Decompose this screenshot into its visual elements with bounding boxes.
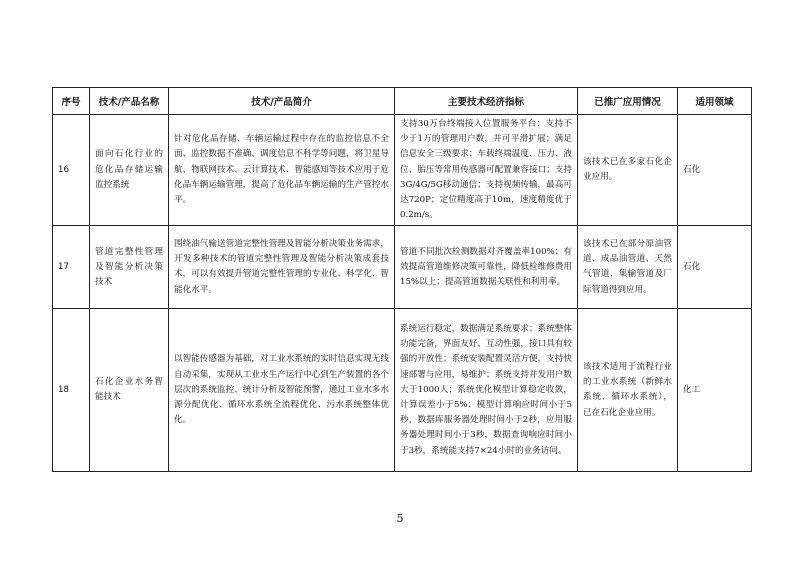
table-header-row [53,88,752,115]
technical-indicators: 管道不同批次检测数据对齐覆盖率100%；有效提高管道维修决策可靠性，降低检维修费用15%以上；提高管道数据关联性和利用率。 [395,226,578,309]
table-row [53,115,752,226]
row-number: 16 [53,115,90,226]
application-field: 石化 [678,226,752,309]
technology-name: 面向石化行业的危化品存储运输监控系统 [90,115,169,226]
technology-intro: 围绕油气输送管道完整性管理及智能分析决策业务需求，开发多种技术的管道完整性管理及智能分析决策成套技术，可以有效提升管道完整性管理的专业化、科学化、智能化水平。 [169,226,395,309]
header-name: 技术/产品名称 [90,88,169,115]
row-number: 17 [53,226,90,309]
promotion-status: 该技术适用于流程行业的工业水系统（新鲜水系统、循环水系统），已在石化企业应用。 [578,309,678,472]
row-number: 18 [53,309,90,472]
promotion-status: 该技术已在部分原油管道、成品油管道、天然气管道、集输管道及厂际管道得到应用。 [578,226,678,309]
technical-indicators: 系统运行稳定，数据满足系统要求；系统整体功能完备，界面友好、互动性强，接口具有较强的开放性；系统安装配置灵活方便，支持快速部署与应用，易维护；系统支持并发用户数大于1000人；系统优化模型计算稳定收敛，计算误差小于5%；模型计算响应时间小于5秒，数据库服务器处理时间小于2秒，应用服务器处理时间小于3秒，数据查询响应时间小于3秒，系统能支持7×24小时的业务访问。 [395,309,578,472]
table-row [53,226,752,309]
header-field: 适用领域 [678,88,752,115]
promotion-status: 该技术已在多家石化企业应用。 [578,115,678,226]
header-promotion: 已推广应用情况 [578,88,678,115]
page-number: 5 [396,512,404,525]
technical-indicators: 支持30万台终端接入位置服务平台；支持不少于1万的管理用户数，并可平滑扩展；满足信息安全三级要求；车载终端温度、压力、液位、胎压等常用传感器可配置兼容接口；支持3G/4G/5G移动通信；支持视频传输，最高可达720P；定位精度高于10m，速度精度优于0.2m/s。 [395,115,578,226]
table-row [53,309,752,472]
application-field: 石化 [678,115,752,226]
technology-table [52,87,752,472]
application-field: 化工 [678,309,752,472]
technology-name: 管道完整性管理及智能分析决策技术 [90,226,169,309]
header-indicators: 主要技术经济指标 [395,88,578,115]
technology-name: 石化企业水务智能技术 [90,309,169,472]
technology-intro: 针对危化品存储、车辆运输过程中存在的监控信息不全面、监控数据不准确、调度信息不科学等问题，将卫星导航、物联网技术、云计算技术、智能感知等技术应用于危化品车辆运输管理，提高了危化品车辆运输的生产管控水平。 [169,115,395,226]
technology-intro: 以智能传感器为基础，对工业水系统的实时信息实现无线自动采集，实现从工业水生产运行中心到生产装置的各个层次的系统监控、统计分析及智能预警，通过工业水多水源分配优化、循环水系统全流程优化、污水系统整体优化。 [169,309,395,472]
header-intro: 技术/产品简介 [169,88,395,115]
header-no: 序号 [53,88,90,115]
